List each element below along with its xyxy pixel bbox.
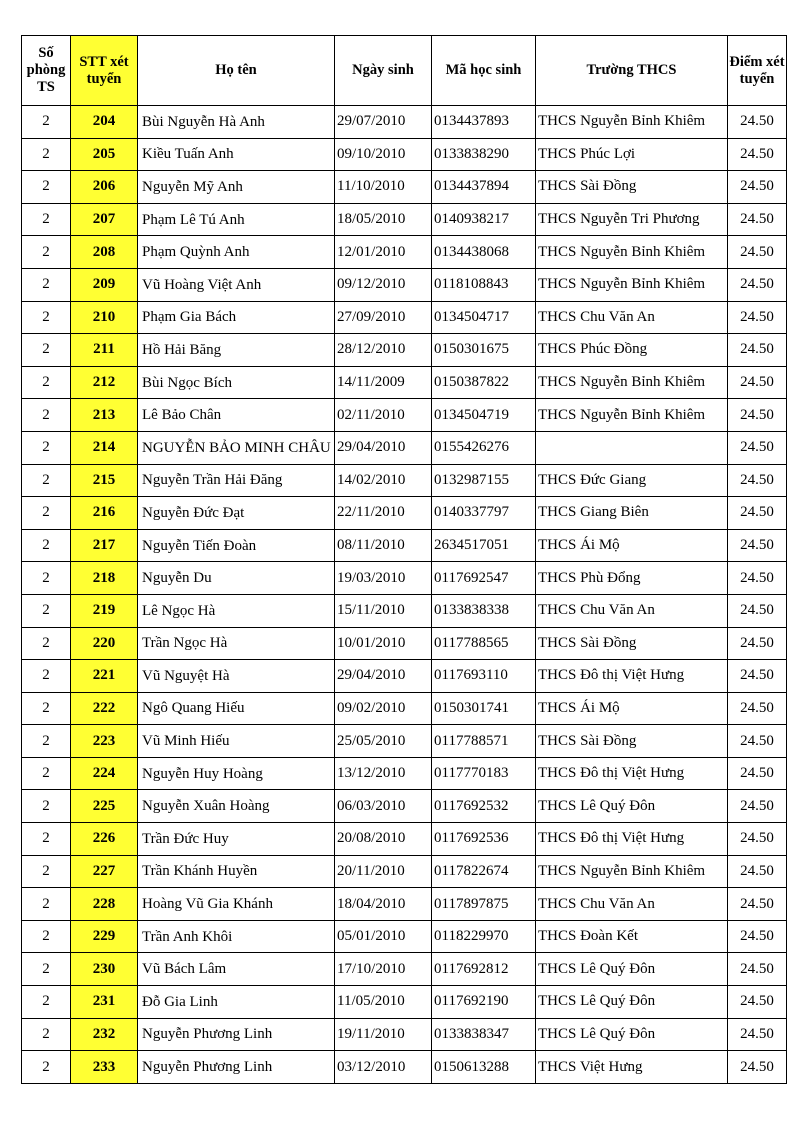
student-name: Nguyễn Đức Đạt — [142, 504, 245, 521]
cell-code: 0117692536 — [432, 823, 536, 856]
table-body — [22, 106, 787, 1084]
student-name: Bùi Nguyễn Hà Anh — [142, 113, 265, 130]
cell-room: 2 — [22, 920, 71, 953]
cell-room: 2 — [22, 953, 71, 986]
cell-score: 24.50 — [728, 171, 787, 204]
cell-score: 24.50 — [728, 757, 787, 790]
student-name: Nguyễn Mỹ Anh — [142, 178, 243, 195]
cell-dob: 12/01/2010 — [335, 236, 432, 269]
cell-score: 24.50 — [728, 399, 787, 432]
cell-code: 0140337797 — [432, 497, 536, 530]
cell-stt: 205 — [71, 138, 138, 171]
cell-dob: 29/04/2010 — [335, 431, 432, 464]
cell-score: 24.50 — [728, 268, 787, 301]
cell-room: 2 — [22, 790, 71, 823]
cell-room: 2 — [22, 757, 71, 790]
cell-stt: 230 — [71, 953, 138, 986]
cell-score: 24.50 — [728, 888, 787, 921]
cell-dob: 02/11/2010 — [335, 399, 432, 432]
cell-school: THCS Chu Văn An — [536, 301, 728, 334]
cell-stt: 217 — [71, 529, 138, 562]
cell-room: 2 — [22, 855, 71, 888]
cell-stt: 229 — [71, 920, 138, 953]
cell-name — [138, 497, 335, 530]
student-name: Nguyễn Phương Linh — [142, 1059, 273, 1076]
cell-stt: 208 — [71, 236, 138, 269]
cell-dob: 09/12/2010 — [335, 268, 432, 301]
cell-stt: 212 — [71, 366, 138, 399]
cell-stt: 223 — [71, 725, 138, 758]
student-name: Nguyễn Huy Hoàng — [142, 765, 263, 782]
table-row — [22, 953, 787, 986]
cell-school: THCS Phù Đổng — [536, 562, 728, 595]
cell-school: THCS Chu Văn An — [536, 594, 728, 627]
student-name: Kiều Tuấn Anh — [142, 146, 234, 163]
cell-school: THCS Lê Quý Đôn — [536, 790, 728, 823]
cell-room: 2 — [22, 497, 71, 530]
cell-code: 0150387822 — [432, 366, 536, 399]
student-name: Đỗ Gia Linh — [142, 993, 218, 1010]
cell-stt: 209 — [71, 268, 138, 301]
cell-room: 2 — [22, 823, 71, 856]
cell-name — [138, 562, 335, 595]
cell-score: 24.50 — [728, 627, 787, 660]
cell-stt: 207 — [71, 203, 138, 236]
header-stt: STT xét tuyển — [71, 36, 138, 106]
cell-code: 0150301675 — [432, 334, 536, 367]
cell-name — [138, 790, 335, 823]
cell-room: 2 — [22, 594, 71, 627]
student-name: Hồ Hải Băng — [142, 341, 222, 358]
cell-code: 0117692547 — [432, 562, 536, 595]
table-row — [22, 562, 787, 595]
cell-school: THCS Đoàn Kết — [536, 920, 728, 953]
cell-score: 24.50 — [728, 1018, 787, 1051]
header-code: Mã học sinh — [432, 36, 536, 106]
cell-dob: 10/01/2010 — [335, 627, 432, 660]
cell-room: 2 — [22, 660, 71, 693]
cell-code: 0118108843 — [432, 268, 536, 301]
cell-name — [138, 171, 335, 204]
cell-score: 24.50 — [728, 497, 787, 530]
cell-code: 0117693110 — [432, 660, 536, 693]
cell-dob: 18/04/2010 — [335, 888, 432, 921]
cell-stt: 204 — [71, 106, 138, 139]
cell-stt: 233 — [71, 1051, 138, 1084]
cell-dob: 15/11/2010 — [335, 594, 432, 627]
cell-name — [138, 203, 335, 236]
student-name: Trần Anh Khôi — [142, 928, 233, 945]
cell-name — [138, 986, 335, 1019]
cell-stt: 211 — [71, 334, 138, 367]
table-row — [22, 692, 787, 725]
cell-score: 24.50 — [728, 660, 787, 693]
cell-dob: 29/07/2010 — [335, 106, 432, 139]
student-name: Ngô Quang Hiếu — [142, 700, 245, 717]
cell-room: 2 — [22, 171, 71, 204]
cell-name — [138, 725, 335, 758]
cell-dob: 11/10/2010 — [335, 171, 432, 204]
cell-name — [138, 855, 335, 888]
cell-code: 0134504719 — [432, 399, 536, 432]
cell-code: 0134437893 — [432, 106, 536, 139]
cell-stt: 221 — [71, 660, 138, 693]
cell-score: 24.50 — [728, 790, 787, 823]
cell-score: 24.50 — [728, 203, 787, 236]
table-row — [22, 268, 787, 301]
cell-dob: 09/10/2010 — [335, 138, 432, 171]
cell-dob: 06/03/2010 — [335, 790, 432, 823]
cell-score: 24.50 — [728, 692, 787, 725]
cell-name — [138, 399, 335, 432]
student-name: Vũ Bách Lâm — [142, 961, 227, 978]
cell-dob: 05/01/2010 — [335, 920, 432, 953]
cell-score: 24.50 — [728, 855, 787, 888]
student-name: Vũ Hoàng Việt Anh — [142, 276, 262, 293]
cell-name — [138, 888, 335, 921]
cell-name — [138, 692, 335, 725]
cell-school: THCS Chu Văn An — [536, 888, 728, 921]
cell-code: 0134437894 — [432, 171, 536, 204]
cell-stt: 220 — [71, 627, 138, 660]
cell-name — [138, 236, 335, 269]
student-name: Vũ Nguyệt Hà — [142, 667, 230, 684]
cell-stt: 218 — [71, 562, 138, 595]
cell-code: 0117692190 — [432, 986, 536, 1019]
cell-name — [138, 106, 335, 139]
cell-room: 2 — [22, 627, 71, 660]
cell-room: 2 — [22, 268, 71, 301]
table-header-row — [22, 36, 787, 106]
cell-room: 2 — [22, 431, 71, 464]
cell-name — [138, 431, 335, 464]
cell-room: 2 — [22, 888, 71, 921]
cell-score: 24.50 — [728, 986, 787, 1019]
cell-name — [138, 138, 335, 171]
cell-school: THCS Sài Đồng — [536, 725, 728, 758]
cell-name — [138, 953, 335, 986]
cell-name — [138, 301, 335, 334]
cell-school: THCS Đô thị Việt Hưng — [536, 823, 728, 856]
cell-school: THCS Lê Quý Đôn — [536, 1018, 728, 1051]
student-name: NGUYỄN BẢO MINH CHÂU — [142, 439, 331, 456]
student-name: Trần Khánh Huyền — [142, 863, 258, 880]
cell-code: 0117692532 — [432, 790, 536, 823]
cell-name — [138, 627, 335, 660]
table-row — [22, 627, 787, 660]
table-row — [22, 823, 787, 856]
table-row — [22, 790, 787, 823]
cell-school — [536, 431, 728, 464]
table-row — [22, 529, 787, 562]
cell-score: 24.50 — [728, 1051, 787, 1084]
cell-dob: 13/12/2010 — [335, 757, 432, 790]
cell-code: 0117770183 — [432, 757, 536, 790]
student-name: Hoàng Vũ Gia Khánh — [142, 896, 273, 913]
cell-dob: 20/11/2010 — [335, 855, 432, 888]
cell-code: 0134438068 — [432, 236, 536, 269]
table-row — [22, 594, 787, 627]
cell-room: 2 — [22, 203, 71, 236]
cell-room: 2 — [22, 1051, 71, 1084]
cell-dob: 28/12/2010 — [335, 334, 432, 367]
cell-code: 0133838347 — [432, 1018, 536, 1051]
student-name: Nguyễn Du — [142, 570, 212, 587]
cell-name — [138, 1018, 335, 1051]
cell-school: THCS Giang Biên — [536, 497, 728, 530]
cell-dob: 19/03/2010 — [335, 562, 432, 595]
cell-code: 0133838290 — [432, 138, 536, 171]
cell-dob: 17/10/2010 — [335, 953, 432, 986]
table-row — [22, 431, 787, 464]
cell-score: 24.50 — [728, 725, 787, 758]
cell-school: THCS Lê Quý Đôn — [536, 986, 728, 1019]
student-name: Nguyễn Tiến Đoàn — [142, 537, 257, 554]
cell-stt: 213 — [71, 399, 138, 432]
cell-room: 2 — [22, 334, 71, 367]
cell-dob: 27/09/2010 — [335, 301, 432, 334]
cell-stt: 215 — [71, 464, 138, 497]
table-row — [22, 171, 787, 204]
cell-name — [138, 594, 335, 627]
cell-name — [138, 529, 335, 562]
cell-stt: 226 — [71, 823, 138, 856]
table-row — [22, 399, 787, 432]
cell-dob: 18/05/2010 — [335, 203, 432, 236]
cell-code: 2634517051 — [432, 529, 536, 562]
cell-school: THCS Nguyễn Bỉnh Khiêm — [536, 855, 728, 888]
table-row — [22, 138, 787, 171]
cell-score: 24.50 — [728, 920, 787, 953]
cell-score: 24.50 — [728, 236, 787, 269]
cell-stt: 206 — [71, 171, 138, 204]
table-row — [22, 106, 787, 139]
cell-name — [138, 1051, 335, 1084]
cell-stt: 224 — [71, 757, 138, 790]
header-score: Điểm xét tuyển — [728, 36, 787, 106]
cell-room: 2 — [22, 399, 71, 432]
header-dob: Ngày sinh — [335, 36, 432, 106]
cell-room: 2 — [22, 301, 71, 334]
student-name: Phạm Lê Tú Anh — [142, 211, 245, 228]
admission-table — [21, 35, 787, 1084]
table-row — [22, 888, 787, 921]
cell-code: 0133838338 — [432, 594, 536, 627]
table-row — [22, 855, 787, 888]
cell-name — [138, 366, 335, 399]
cell-room: 2 — [22, 106, 71, 139]
table-row — [22, 1018, 787, 1051]
cell-score: 24.50 — [728, 334, 787, 367]
cell-stt: 214 — [71, 431, 138, 464]
table-row — [22, 203, 787, 236]
cell-stt: 225 — [71, 790, 138, 823]
cell-dob: 08/11/2010 — [335, 529, 432, 562]
student-name: Phạm Gia Bách — [142, 309, 237, 326]
cell-school: THCS Đô thị Việt Hưng — [536, 757, 728, 790]
cell-room: 2 — [22, 366, 71, 399]
cell-school: THCS Đức Giang — [536, 464, 728, 497]
cell-room: 2 — [22, 1018, 71, 1051]
cell-dob: 14/11/2009 — [335, 366, 432, 399]
cell-score: 24.50 — [728, 301, 787, 334]
cell-code: 0134504717 — [432, 301, 536, 334]
cell-name — [138, 757, 335, 790]
cell-code: 0117897875 — [432, 888, 536, 921]
student-name: Nguyễn Xuân Hoàng — [142, 798, 270, 815]
cell-code: 0117788571 — [432, 725, 536, 758]
cell-code: 0117692812 — [432, 953, 536, 986]
cell-score: 24.50 — [728, 464, 787, 497]
cell-name — [138, 823, 335, 856]
cell-room: 2 — [22, 562, 71, 595]
cell-score: 24.50 — [728, 823, 787, 856]
cell-dob: 20/08/2010 — [335, 823, 432, 856]
cell-school: THCS Nguyễn Bỉnh Khiêm — [536, 106, 728, 139]
table-row — [22, 334, 787, 367]
table-row — [22, 464, 787, 497]
cell-score: 24.50 — [728, 529, 787, 562]
table-row — [22, 660, 787, 693]
table-row — [22, 301, 787, 334]
cell-score: 24.50 — [728, 366, 787, 399]
cell-school: THCS Nguyễn Bỉnh Khiêm — [536, 268, 728, 301]
student-name: Bùi Ngọc Bích — [142, 374, 232, 391]
header-name: Họ tên — [138, 36, 335, 106]
cell-score: 24.50 — [728, 562, 787, 595]
cell-school: THCS Sài Đồng — [536, 627, 728, 660]
cell-dob: 14/02/2010 — [335, 464, 432, 497]
table-row — [22, 986, 787, 1019]
cell-dob: 29/04/2010 — [335, 660, 432, 693]
cell-school: THCS Phúc Lợi — [536, 138, 728, 171]
cell-dob: 19/11/2010 — [335, 1018, 432, 1051]
student-name: Trần Đức Huy — [142, 830, 229, 847]
cell-stt: 222 — [71, 692, 138, 725]
cell-stt: 231 — [71, 986, 138, 1019]
student-name: Trần Ngọc Hà — [142, 635, 228, 652]
cell-stt: 227 — [71, 855, 138, 888]
cell-room: 2 — [22, 138, 71, 171]
cell-score: 24.50 — [728, 138, 787, 171]
cell-school: THCS Đô thị Việt Hưng — [536, 660, 728, 693]
table-row — [22, 1051, 787, 1084]
cell-school: THCS Sài Đồng — [536, 171, 728, 204]
cell-stt: 216 — [71, 497, 138, 530]
table-row — [22, 920, 787, 953]
cell-name — [138, 268, 335, 301]
cell-code: 0155426276 — [432, 431, 536, 464]
cell-dob: 03/12/2010 — [335, 1051, 432, 1084]
cell-school: THCS Nguyễn Tri Phương — [536, 203, 728, 236]
cell-stt: 219 — [71, 594, 138, 627]
cell-room: 2 — [22, 464, 71, 497]
cell-school: THCS Ái Mộ — [536, 529, 728, 562]
cell-score: 24.50 — [728, 953, 787, 986]
cell-score: 24.50 — [728, 431, 787, 464]
cell-room: 2 — [22, 725, 71, 758]
cell-dob: 11/05/2010 — [335, 986, 432, 1019]
cell-code: 0150613288 — [432, 1051, 536, 1084]
cell-school: THCS Nguyễn Bỉnh Khiêm — [536, 236, 728, 269]
cell-code: 0150301741 — [432, 692, 536, 725]
header-school: Trường THCS — [536, 36, 728, 106]
header-room: Số phòng TS — [22, 36, 71, 106]
cell-school: THCS Phúc Đồng — [536, 334, 728, 367]
cell-school: THCS Nguyễn Bỉnh Khiêm — [536, 399, 728, 432]
cell-school: THCS Lê Quý Đôn — [536, 953, 728, 986]
cell-room: 2 — [22, 986, 71, 1019]
cell-name — [138, 334, 335, 367]
cell-stt: 210 — [71, 301, 138, 334]
cell-code: 0117822674 — [432, 855, 536, 888]
table-row — [22, 725, 787, 758]
cell-room: 2 — [22, 529, 71, 562]
student-name: Nguyễn Phương Linh — [142, 1026, 273, 1043]
student-name: Phạm Quỳnh Anh — [142, 244, 250, 261]
student-name: Vũ Minh Hiếu — [142, 733, 230, 750]
student-name: Nguyễn Trần Hải Đăng — [142, 472, 283, 489]
student-name: Lê Ngọc Hà — [142, 602, 216, 619]
table-row — [22, 366, 787, 399]
table-row — [22, 497, 787, 530]
cell-code: 0140938217 — [432, 203, 536, 236]
cell-name — [138, 464, 335, 497]
cell-stt: 232 — [71, 1018, 138, 1051]
cell-room: 2 — [22, 236, 71, 269]
cell-score: 24.50 — [728, 594, 787, 627]
cell-school: THCS Ái Mộ — [536, 692, 728, 725]
cell-school: THCS Nguyễn Bỉnh Khiêm — [536, 366, 728, 399]
student-name: Lê Bảo Chân — [142, 407, 222, 424]
cell-score: 24.50 — [728, 106, 787, 139]
cell-dob: 22/11/2010 — [335, 497, 432, 530]
table-row — [22, 757, 787, 790]
cell-code: 0117788565 — [432, 627, 536, 660]
cell-room: 2 — [22, 692, 71, 725]
table-row — [22, 236, 787, 269]
cell-stt: 228 — [71, 888, 138, 921]
cell-dob: 25/05/2010 — [335, 725, 432, 758]
cell-school: THCS Việt Hưng — [536, 1051, 728, 1084]
cell-code: 0118229970 — [432, 920, 536, 953]
cell-code: 0132987155 — [432, 464, 536, 497]
cell-name — [138, 660, 335, 693]
cell-name — [138, 920, 335, 953]
cell-dob: 09/02/2010 — [335, 692, 432, 725]
